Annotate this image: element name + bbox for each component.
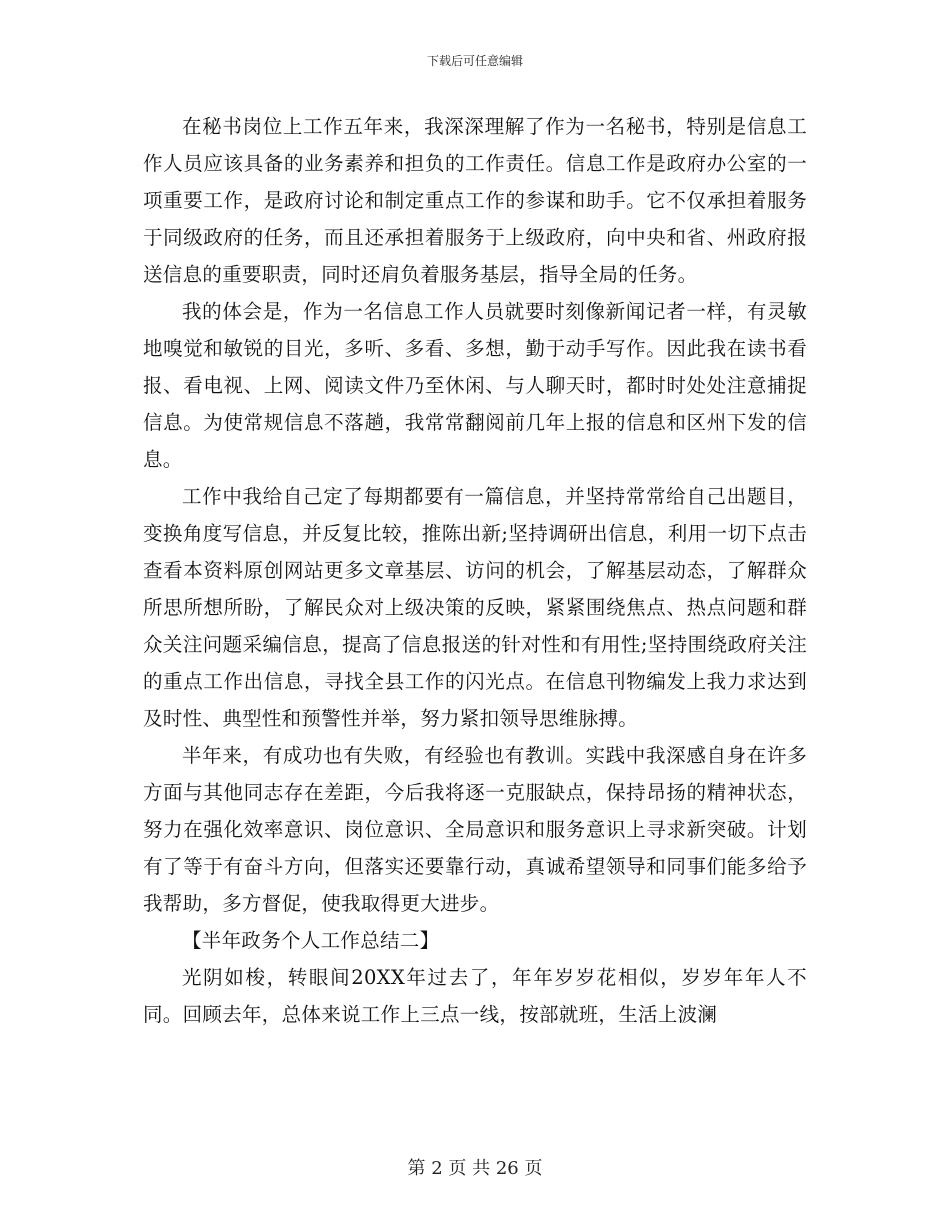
paragraph-3: 工作中我给自己定了每期都要有一篇信息，并坚持常常给自己出题目，变换角度写信息，并反复比较，推陈出新;坚持调研出信息，利用一切下点击查看本资料原创网站更多文章基层、访问的机会，了解基层动态，了解群众所思所想所盼，了解民众对上级决策的反映，紧紧围绕焦点、热点问题和群众关注问题采编信息，提高了信息报送的针对性和有用性;坚持围绕政府关注的重点工作出信息，寻找全县工作的闪光点。在信息刊物编发上我力求达到及时性、典型性和预警性并举，努力紧扣领导思维脉搏。	[143, 485, 807, 730]
document-body	[143, 108, 807, 1033]
paragraph-5: 光阴如梭，转眼间20XX年过去了，年年岁岁花相似，岁岁年年人不同。回顾去年，总体来说工作上三点一线，按部就班，生活上波澜	[143, 966, 807, 1026]
page-footer: 第 2 页 共 26 页	[407, 1158, 543, 1179]
paragraph-1: 在秘书岗位上工作五年来，我深深理解了作为一名秘书，特别是信息工作人员应该具备的业务素养和担负的工作责任。信息工作是政府办公室的一项重要工作，是政府讨论和制定重点工作的参谋和助手。它不仅承担着服务于同级政府的任务，而且还承担着服务于上级政府，向中央和省、州政府报送信息的重要职责，同时还肩负着服务基层，指导全局的任务。	[143, 115, 807, 286]
page-header: 下载后可任意编辑	[426, 54, 523, 68]
paragraph-2: 我的体会是，作为一名信息工作人员就要时刻像新闻记者一样，有灵敏地嗅觉和敏锐的目光，多听、多看、多想，勤于动手写作。因此我在读书看报、看电视、上网、阅读文件乃至休闲、与人聊天时，都时时处处注意捕捉信息。为使常规信息不落趟，我常常翻阅前几年上报的信息和区州下发的信息。	[143, 300, 807, 471]
paragraph-4: 半年来，有成功也有失败，有经验也有教训。实践中我深感自身在许多方面与其他同志存在差距，今后我将逐一克服缺点，保持昂扬的精神状态，努力在强化效率意识、岗位意识、全局意识和服务意识上寻求新突破。计划有了等于有奋斗方向，但落实还要靠行动，真诚希望领导和同事们能多给予我帮助，多方督促，使我取得更大进步。	[143, 744, 807, 915]
section-heading: 【半年政务个人工作总结二】	[182, 929, 440, 952]
